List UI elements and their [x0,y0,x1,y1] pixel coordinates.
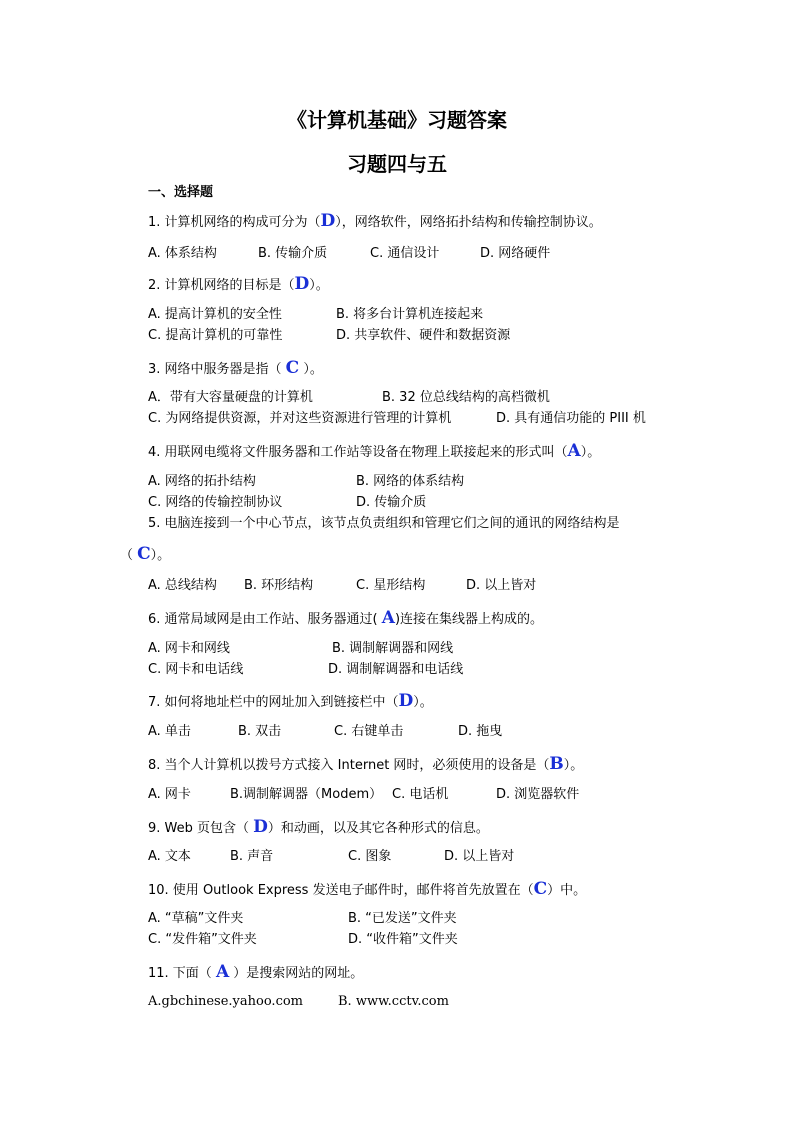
option: D. 网络硬件 [480,246,551,261]
option: D. 具有通信功能的 PIII 机 [496,411,646,426]
options-6a [148,640,668,658]
answer-7: D [398,691,414,711]
options-6b [148,661,668,679]
option: A. 单击 [148,724,191,739]
answer-10: C [533,879,548,899]
options-3a [148,389,668,407]
option: C. 网络的传输控制协议 [148,495,283,510]
option: D. 传输介质 [356,495,427,510]
option: B. 环形结构 [244,578,314,593]
options-11 [148,993,668,1011]
question-10: 10. 使用 Outlook Express 发送电子邮件时，邮件将首先放置在（C）中。 [148,879,587,899]
answer-3: C [285,358,300,378]
options-5 [148,577,668,595]
option: A. 总线结构 [148,578,217,593]
options-4b [148,494,668,512]
option: B. “已发送”文件夹 [348,911,457,926]
option: D. 以上皆对 [444,849,515,864]
option: A. 网卡和网线 [148,641,230,656]
option: A. 文本 [148,849,191,864]
options-3b [148,410,668,428]
question-9: 9. Web 页包含（ D）和动画，以及其它各种形式的信息。 [148,817,489,837]
option: B. 32 位总线结构的高档微机 [382,390,550,405]
option: A. 提高计算机的安全性 [148,307,282,322]
option: D. 拖曳 [458,724,503,739]
option: B. 传输介质 [258,246,328,261]
question-3: 3. 网络中服务器是指（ C ）。 [148,358,323,378]
answer-5: C [137,544,151,564]
option: B. 双击 [238,724,282,739]
option: A．带有大容量硬盘的计算机 [148,390,313,405]
question-11: 11. 下面（ A ）是搜索网站的网址。 [148,962,364,982]
option: A. 网络的拓扑结构 [148,474,256,489]
option: B. 调制解调器和网线 [332,641,454,656]
options-8 [148,786,668,804]
options-2b [148,327,668,345]
option: C. “发件箱”文件夹 [148,932,257,947]
option: C. 星形结构 [356,578,426,593]
option: C. 电话机 [392,787,449,802]
option: A. 体系结构 [148,246,217,261]
document-title: 《计算机基础》习题答案 [287,108,507,132]
answer-1: D [320,211,336,231]
option: B. 网络的体系结构 [356,474,465,489]
question-4: 4. 用联网电缆将文件服务器和工作站等设备在物理上联接起来的形式叫（A）。 [148,441,601,461]
option: D. 共享软件、硬件和数据资源 [336,328,511,343]
answer-8: B [549,754,564,774]
question-7: 7. 如何将地址栏中的网址加入到链接栏中（D）。 [148,691,433,711]
answer-2: D [294,274,310,294]
option: D. “收件箱”文件夹 [348,932,458,947]
option: C. 提高计算机的可靠性 [148,328,283,343]
options-1 [148,245,648,263]
option: A. “草稿”文件夹 [148,911,244,926]
option: C. 网卡和电话线 [148,662,244,677]
section-heading: 一、选择题 [148,185,214,200]
option: C. 为网络提供资源，并对这些资源进行管理的计算机 [148,411,452,426]
option: A. 网卡 [148,787,191,802]
options-2a [148,306,668,324]
option: C. 通信设计 [370,246,440,261]
option: B. 将多台计算机连接起来 [336,307,484,322]
option: B. 声音 [230,849,274,864]
option: D. 浏览器软件 [496,787,580,802]
question-1: 1. 计算机网络的构成可分为（D），网络软件，网络拓扑结构和传输控制协议。 [148,211,602,231]
option: B.调制解调器（Modem） [230,787,383,802]
question-2: 2. 计算机网络的目标是（D）。 [148,274,329,294]
answer-9: D [253,817,268,837]
options-9 [148,848,668,866]
option: A.gbchinese.yahoo.com [148,994,303,1009]
question-5-continued: （ C）。 [120,544,171,564]
question-6: 6. 通常局域网是由工作站、服务器通过( A)连接在集线器上构成的。 [148,608,544,628]
options-7 [148,723,668,741]
answer-4: A [567,441,581,461]
question-8: 8. 当个人计算机以拨号方式接入 Internet 网时，必须使用的设备是（B）。 [148,754,584,774]
option: D. 调制解调器和电话线 [328,662,464,677]
option: B. www.cctv.com [338,994,449,1009]
document-subtitle: 习题四与五 [347,152,447,176]
options-10b [148,931,668,949]
option: C. 右键单击 [334,724,404,739]
option: C. 图象 [348,849,392,864]
answer-11: A [215,962,230,982]
options-10a [148,910,668,928]
option: D. 以上皆对 [466,578,537,593]
question-5: 5. 电脑连接到一个中心节点，该节点负责组织和管理它们之间的通讯的网络结构是 [148,516,620,531]
options-4a [148,473,668,491]
answer-6: A [381,608,395,628]
